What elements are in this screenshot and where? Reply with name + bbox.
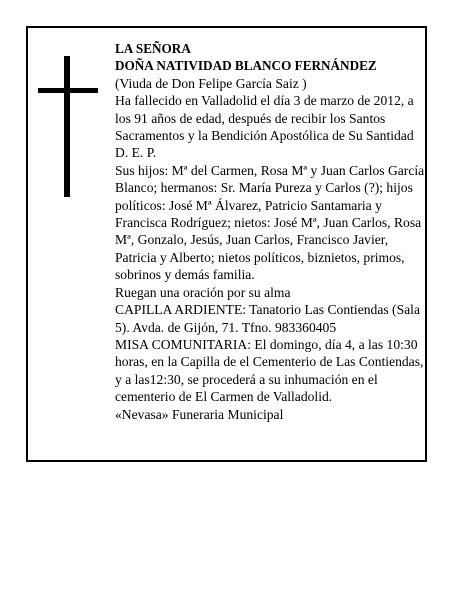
- chapel-info: CAPILLA ARDIENTE: Tanatorio Las Contiendas (Sala 5). Avda. de Gijón, 71. Tfno. 983360405: [115, 302, 420, 335]
- obituary-notice: [26, 26, 427, 462]
- widow-of: (Viuda de Don Felipe García Saiz ): [115, 75, 307, 91]
- death-announcement: Ha fallecido en Valladolid el día 3 de marzo de 2012, a los 91 años de edad, después de recibir los Santos Sacramentos y la Bendición Apostólica de Su Santidad: [115, 93, 414, 144]
- deceased-name: DOÑA NATIVIDAD BLANCO FERNÁNDEZ: [115, 58, 377, 74]
- rip-text: D. E. P.: [115, 145, 157, 161]
- prayer-request: Ruegan una oración por su alma: [115, 284, 291, 300]
- cross-vertical-bar: [64, 56, 70, 197]
- cross-horizontal-bar: [38, 88, 98, 93]
- mass-info: MISA COMUNITARIA: El domingo, día 4, a las 10:30 horas, en la Capilla de el Cementerio de Las Contiendas, y a las12:30, se procederá a su inhumación en el cementerio de El Carmen de Valladolid.: [115, 336, 424, 405]
- obituary-text: [115, 40, 427, 423]
- notice-title: LA SEÑORA: [115, 41, 191, 56]
- cross-icon: [38, 56, 98, 197]
- family-list: Sus hijos: Mª del Carmen, Rosa Mª y Juan Carlos García Blanco; hermanos: Sr. María Pureza y Carlos (?); hijos políticos: José Mª Álvarez, Patricio Santamaria y Francisca Rodríguez; nietos: José Mª, Juan Carlos, Rosa Mª, Gonzalo, Jesús, Juan Carlos, Francisco Javier, Patricia y Alberto; nietos políticos, biznietos, primos, sobrinos y demás familia.: [115, 162, 425, 283]
- funeral-home: «Nevasa» Funeraria Municipal: [115, 406, 284, 422]
